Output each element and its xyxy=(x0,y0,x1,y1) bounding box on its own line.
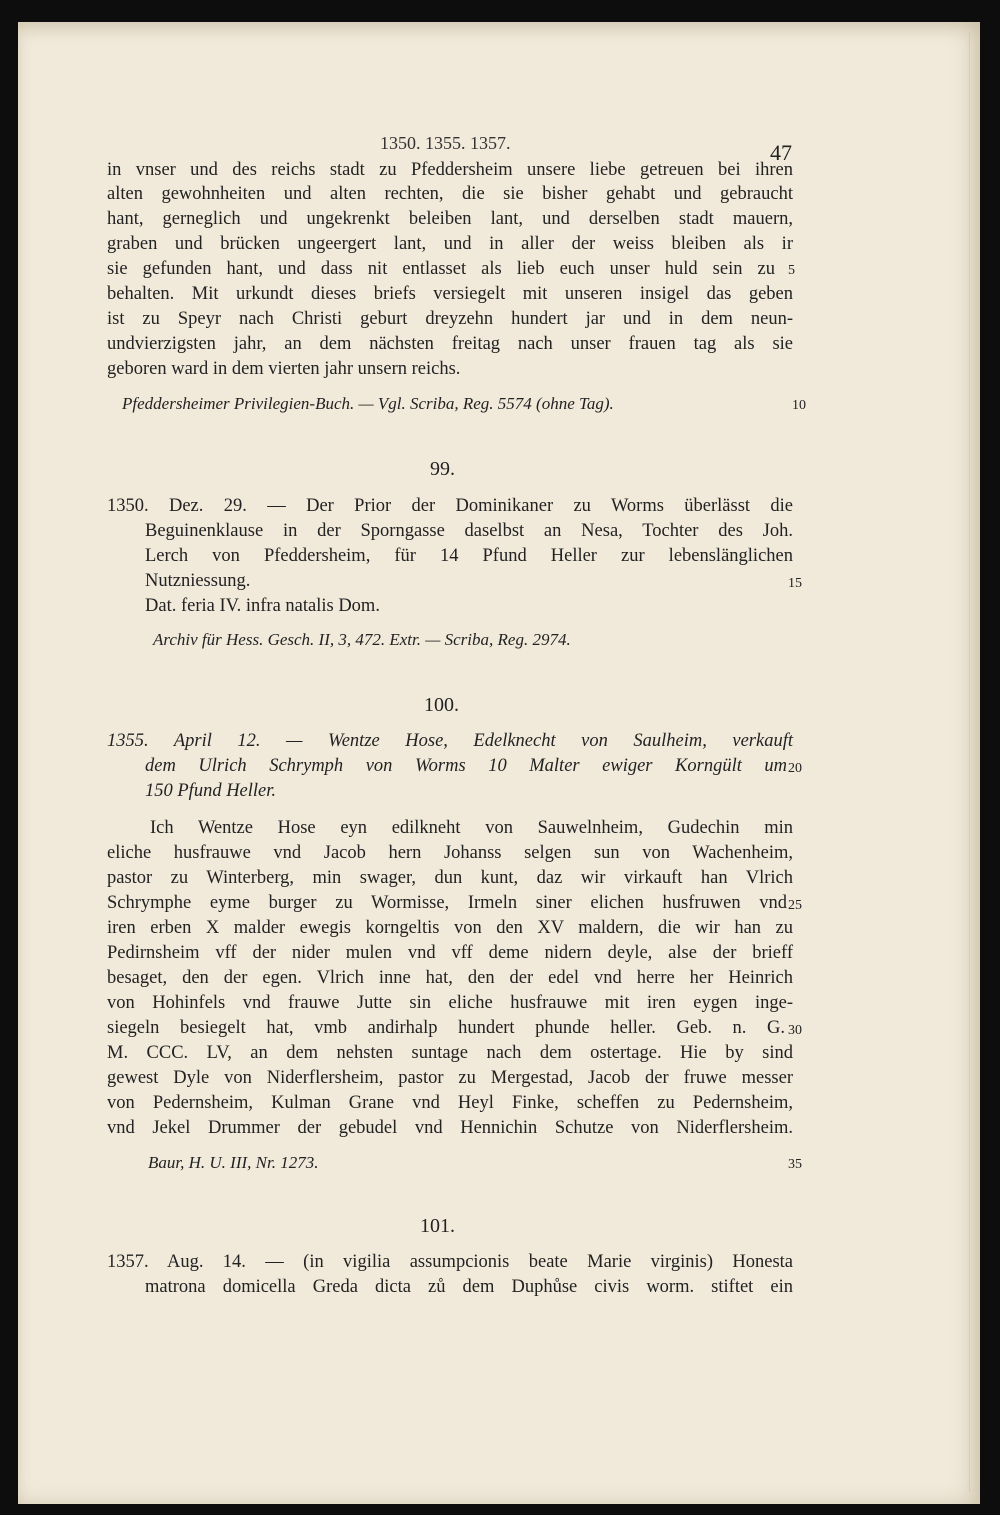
text-line: undvierzigsten jahr, an dem nächsten freitag nach unser frauen tag als sie xyxy=(107,334,793,354)
text-line: Ich Wentze Hose eyn edilkneht von Sauwelnheim, Gudechin min xyxy=(150,818,793,838)
text-line: geboren ward in dem vierten jahr unsern reichs. xyxy=(107,359,461,379)
dating-clause: Dat. feria IV. infra natalis Dom. xyxy=(145,596,380,616)
regest-line: 150 Pfund Heller. xyxy=(145,781,277,801)
text-line: in vnser und des reichs stadt zu Pfeddersheim unsere liebe getreuen bei ihren xyxy=(107,160,793,180)
source-citation: Pfeddersheimer Privilegien-Buch. — Vgl. Scriba, Reg. 5574 (ohne Tag). xyxy=(122,394,614,413)
text-line: besaget, den der egen. Vlrich inne hat, den der edel vnd herre her Heinrich xyxy=(107,968,793,988)
text-line: ist zu Speyr nach Christi geburt dreyzehn hundert jar und in dem neun- xyxy=(107,309,793,329)
text-line: 1350. Dez. 29. — Der Prior der Dominikaner zu Worms überlässt die xyxy=(107,496,793,516)
margin-line-number: 10 xyxy=(792,398,806,413)
text-line: sie gefunden hant, und dass nit entlasset als lieb euch unser huld sein zu xyxy=(107,259,775,279)
text-line: gewest Dyle von Niderflersheim, pastor zu Mergestad, Jacob der fruwe messer xyxy=(107,1068,793,1088)
page-edge xyxy=(969,32,974,1492)
text-line: iren erben X malder ewegis korngeltis von den XV maldern, die wir han zu xyxy=(107,918,793,938)
text-line: Lerch von Pfeddersheim, für 14 Pfund Heller zur lebenslänglichen xyxy=(145,546,793,566)
text-line: Beguinenklause in der Sporngasse daselbst an Nesa, Tochter des Joh. xyxy=(145,521,793,541)
document-number: 99. xyxy=(430,458,455,480)
margin-line-number: 35 xyxy=(788,1157,802,1172)
document-number: 101. xyxy=(420,1215,455,1237)
margin-line-number: 20 xyxy=(788,761,802,776)
text-line: matrona domicella Greda dicta zů dem Duphůse civis worm. stiftet ein xyxy=(145,1277,793,1297)
text-line: siegeln besiegelt hat, vmb andirhalp hundert phunde heller. Geb. n. G. xyxy=(107,1018,785,1038)
text-line: vnd Jekel Drummer der gebudel vnd Hennichin Schutze von Niderflersheim. xyxy=(107,1118,793,1138)
text-line: pastor zu Winterberg, min swager, dun kunt, daz wir virkauft han Vlrich xyxy=(107,868,793,888)
text-line: hant, gerneglich und ungekrenkt beleiben lant, und derselben stadt mauern, xyxy=(107,209,793,229)
regest-line: 1355. April 12. — Wentze Hose, Edelknecht von Saulheim, verkauft xyxy=(107,731,793,751)
text-line: behalten. Mit urkundt dieses briefs versiegelt mit unseren insigel das geben xyxy=(107,284,793,304)
page-number: 47 xyxy=(770,140,792,165)
margin-line-number: 30 xyxy=(788,1023,802,1038)
source-citation: Baur, H. U. III, Nr. 1273. xyxy=(148,1153,319,1172)
text-line: von Pedernsheim, Kulman Grane vnd Heyl Finke, scheffen zu Pedernsheim, xyxy=(107,1093,793,1113)
source-citation: Archiv für Hess. Gesch. II, 3, 472. Extr. — Scriba, Reg. 2974. xyxy=(153,630,571,649)
text-line: Nutzniessung. xyxy=(145,571,251,591)
text-line: von Hohinfels vnd frauwe Jutte sin eliche husfrauwe mit iren eygen inge- xyxy=(107,993,793,1013)
document-number: 100. xyxy=(424,694,459,716)
regest-line: dem Ulrich Schrymph von Worms 10 Malter ewiger Korngült um xyxy=(145,756,787,776)
margin-line-number: 15 xyxy=(788,576,802,591)
text-line: Pedirnsheim vff der nider mulen vnd vff deme nidern deyle, alse der brieff xyxy=(107,943,793,963)
text-line: eliche husfrauwe vnd Jacob hern Johanss selgen sun von Wachenheim, xyxy=(107,843,793,863)
running-header: 1350. 1355. 1357. xyxy=(380,133,511,153)
text-line: 1357. Aug. 14. — (in vigilia assumpcionis beate Marie virginis) Honesta xyxy=(107,1252,793,1272)
text-line: Schrymphe eyme burger zu Wormisse, Irmeln siner elichen husfruwen vnd xyxy=(107,893,787,913)
text-line: graben und brücken ungeergert lant, und in aller der weiss bleiben als ir xyxy=(107,234,793,254)
margin-line-number: 5 xyxy=(788,263,795,278)
text-line: M. CCC. LV, an dem nehsten suntage nach dem ostertage. Hie by sind xyxy=(107,1043,793,1063)
margin-line-number: 25 xyxy=(788,898,802,913)
text-line: alten gewohnheiten und alten rechten, die sie bisher gehabt und gebraucht xyxy=(107,184,793,204)
